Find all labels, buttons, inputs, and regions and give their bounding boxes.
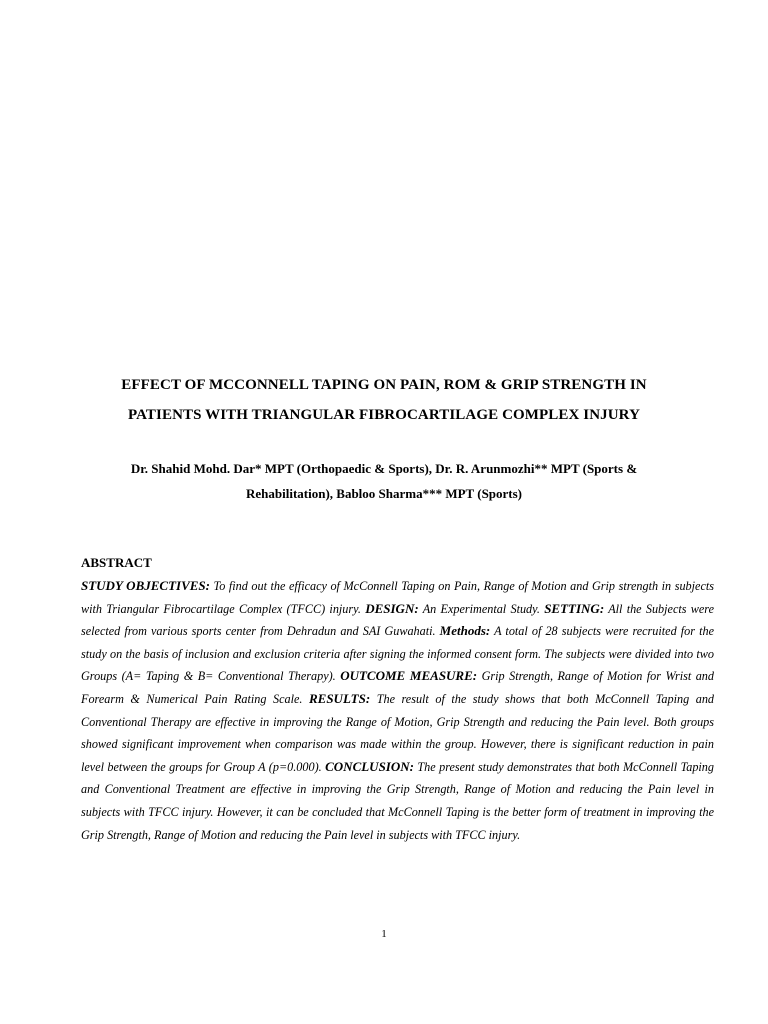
methods-label: Methods:	[439, 623, 491, 639]
methods-text: A total of 28 subjects were recruited for the study on the basis of inclusion and exclusion criteria after signing the informed consent form. The subjects were divided into two Groups (A= Taping & B= Conventional Therapy).	[81, 624, 714, 684]
paper-title	[60, 370, 708, 430]
setting-label: SETTING:	[544, 600, 605, 616]
study-objectives-text: To find out the efficacy of McConnell Taping on Pain, Range of Motion and Grip strength in subjects with Triangular Fibrocartilage Complex (TFCC) injury.	[81, 579, 714, 616]
setting-text: All the Subjects were selected from various sports center from Dehradun and SAI Guwahati.	[81, 601, 714, 639]
results-label: RESULTS:	[308, 690, 371, 706]
design-label: DESIGN:	[365, 600, 419, 616]
outcome-measure-text: Grip Strength, Range of Motion for Wrist and Forearm & Numerical Pain Rating Scale.	[81, 669, 714, 706]
abstract-heading: ABSTRACT	[81, 555, 152, 570]
page-number: 1	[381, 928, 387, 940]
abstract-section	[81, 551, 714, 846]
author-list-line-1: Dr. Shahid Mohd. Dar* MPT (Orthopaedic & Sports), Dr. R. Arunmozhi** MPT (Sports &	[130, 461, 638, 476]
results-text: The result of the study shows that both McConnell Taping and Conventional Therapy are effective in improving the Range of Motion, Grip Strength and reducing the Pain level. Both groups showed significant improvement when comparison was made within the group. However, there is significant reduction in pain level between the groups for Group A (p=0.000).	[81, 691, 715, 774]
study-objectives-label: STUDY OBJECTIVES:	[81, 578, 210, 593]
design-text: An Experimental Study.	[418, 601, 545, 616]
author-list-line-2: Rehabilitation), Babloo Sharma*** MPT (Sports)	[245, 486, 523, 501]
conclusion-label: CONCLUSION:	[325, 758, 414, 774]
paper-title-line-2: PATIENTS WITH TRIANGULAR FIBROCARTILAGE COMPLEX INJURY	[127, 407, 641, 423]
conclusion-text: The present study demonstrates that both McConnell Taping and Conventional Treatment are effective in improving the Grip Strength, Range of Motion and reducing the Pain level in subjects with TFCC injury. However, it can be concluded that McConnell Taping is the better form of treatment in improving the Grip Strength, Range of Motion and reducing the Pain level in subjects with TFCC injury.	[81, 759, 714, 842]
author-list	[70, 456, 698, 506]
outcome-measure-label: OUTCOME MEASURE:	[340, 668, 478, 684]
paper-title-line-1: EFFECT OF MCCONNELL TAPING ON PAIN, ROM & GRIP STRENGTH IN	[121, 377, 647, 393]
abstract-body	[81, 575, 714, 846]
